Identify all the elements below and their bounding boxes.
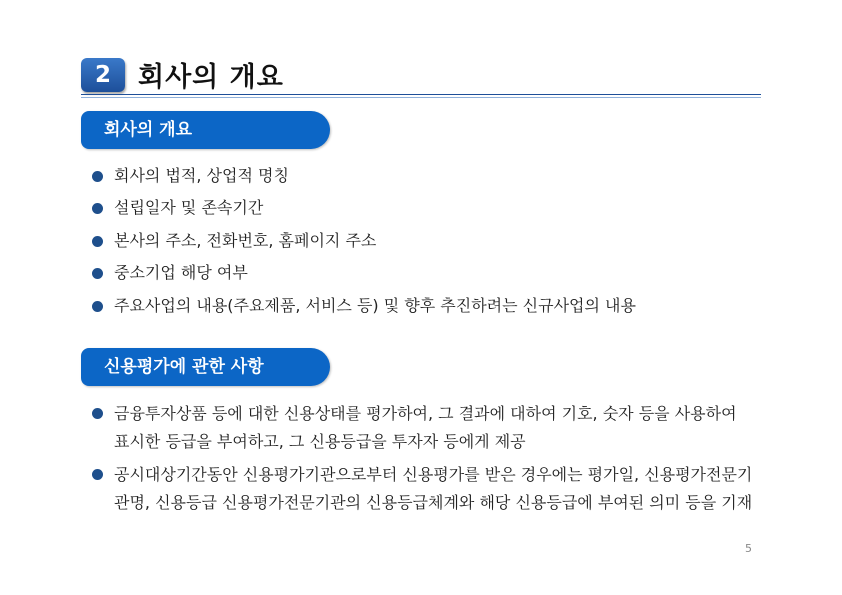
bullet-icon xyxy=(92,236,103,247)
bullet-icon xyxy=(92,268,103,279)
list-item xyxy=(92,229,636,261)
list-item xyxy=(92,196,636,228)
list-item-text: 주요사업의 내용(주요제품, 서비스 등) 및 향후 추진하려는 신규사업의 내용 xyxy=(114,295,636,315)
list-item xyxy=(92,294,636,326)
credit-rating-list xyxy=(92,400,754,522)
title-divider xyxy=(81,94,761,95)
bullet-icon xyxy=(92,171,103,182)
list-item-text: 회사의 법적, 상업적 명칭 xyxy=(114,166,289,185)
section-heading-company-overview: 회사의 개요 xyxy=(81,111,330,149)
bullet-icon xyxy=(92,408,103,419)
list-item-text: 공시대상기간동안 신용평가기관으로부터 신용평가를 받은 경우에는 평가일, 신용평가전문기관명, 신용등급 신용평가전문기관의 신용등급체계와 해당 신용등급에 부여된 의미 등을 기재 xyxy=(114,465,753,512)
list-item xyxy=(92,261,636,293)
list-item-text: 중소기업 해당 여부 xyxy=(114,263,248,283)
page-title: 회사의 개요 xyxy=(138,62,284,93)
list-item xyxy=(92,164,636,196)
list-item-text: 금융투자상품 등에 대한 신용상태를 평가하여, 그 결과에 대하여 기호, 숫자 등을 사용하여 표시한 등급을 부여하고, 그 신용등급을 투자자 등에게 제공 xyxy=(114,404,737,451)
page-number: 5 xyxy=(745,542,752,555)
section-number-badge: 2 xyxy=(81,58,125,92)
list-item xyxy=(92,461,754,517)
list-item-text: 설립일자 및 존속기간 xyxy=(114,198,264,218)
list-item xyxy=(92,400,754,456)
list-item-text: 본사의 주소, 전화번호, 홈페이지 주소 xyxy=(114,230,377,250)
bullet-icon xyxy=(92,469,103,480)
bullet-icon xyxy=(92,301,103,312)
bullet-icon xyxy=(92,203,103,214)
title-divider-secondary xyxy=(81,97,761,98)
company-overview-list xyxy=(92,164,636,326)
section-heading-credit-rating: 신용평가에 관한 사항 xyxy=(81,348,330,386)
